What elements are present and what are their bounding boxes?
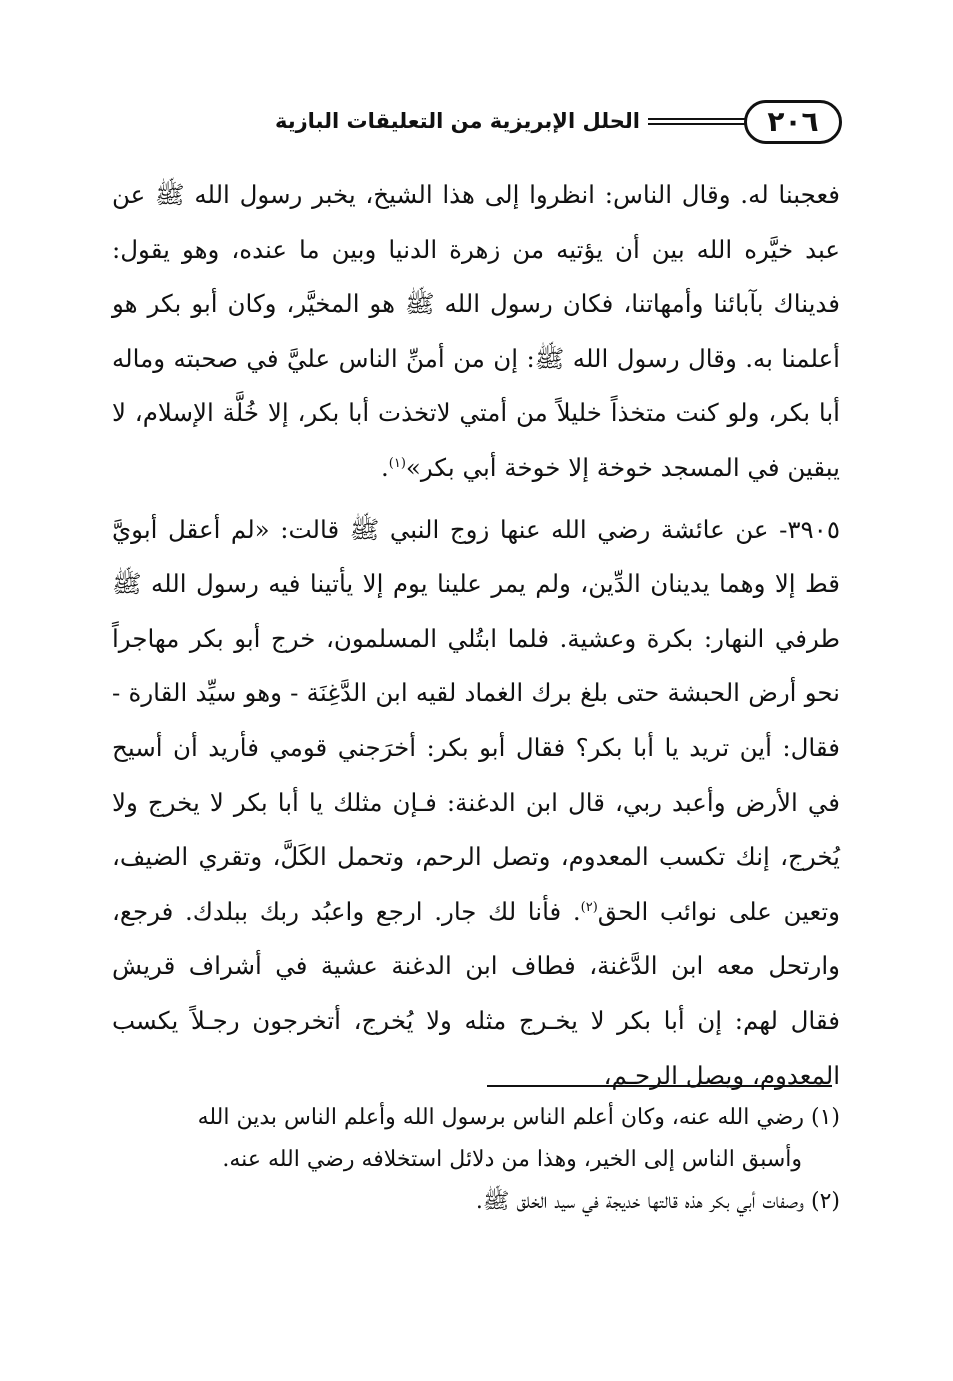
page-header	[110, 96, 842, 150]
main-text	[112, 168, 840, 1103]
footnote-1-continuation: وأسبق الناس إلى الخير، وهذا من دلائل استخلافه رضي الله عنه.	[222, 1147, 802, 1172]
footnotes	[112, 1097, 840, 1223]
footnote-1: (١) رضي الله عنه، وكان أعلم الناس برسول الله وأعلم الناس بدين الله	[197, 1105, 840, 1130]
footnote-separator	[487, 1085, 832, 1087]
header-double-rule	[648, 118, 746, 125]
running-title: الحلل الإبريزية من التعليقات البازية	[274, 109, 640, 133]
paragraph: فعجبنا له. وقال الناس: انظروا إلى هذا الشيخ، يخبر رسول الله ﷺ عن عبد خيَّره الله بين أن يؤتيه من زهرة الدنيا وبين ما عنده، وهو يقول: فديناك بآبائنا وأمهاتنا، فكان رسول الله ﷺ هو المخيَّر، وكان أبو بكر هو أعلمنا به. وقال رسول الله ﷺ: إن من أمنِّ الناس عليَّ في صحبته وماله أبا بكر، ولو كنت متخذاً خليلاً من أمتي لاتخذت أبا بكر، إلا خُلَّة الإسلام، لا يبقين في المسجد خوخة إلا خوخة أبي بكر»$^{(١)}$.	[112, 180, 840, 482]
paragraph-text: فعجبنا له. وقال الناس: انظروا إلى هذا الشيخ، يخبر رسول الله ﷺ عن عبد خيَّره الله بين أن يؤتيه من زهرة الدنيا وبين ما عنده، وهو يقول: فديناك بآبائنا وأمهاتنا، فكان رسول الله ﷺ هو المخيَّر، وكان أبو بكر هو أعلمنا به. وقال رسول الله ﷺ: إن من أمنِّ الناس عليَّ في صحبته وماله أبا بكر، ولو كنت متخذاً خليلاً من أمتي لاتخذت أبا بكر، إلا خُلَّة الإسلام، لا يبقين في المسجد خوخة إلا خوخة أبي بكر»	[112, 180, 840, 482]
page-number: ٢٠٦	[744, 100, 842, 144]
footnote-2: (٢) وصفات أبي بكر هذه قالتها خديجة في سيد الخلق ﷺ.	[475, 1189, 840, 1214]
paragraph	[112, 503, 840, 1104]
paragraph-text: ٣٩٠٥- عن عائشة رضي الله عنها زوج النبي ﷺ قالت: «لم أعقل أبويَّ قط إلا وهما يدينان الدِّين، ولم يمر علينا يوم إلا يأتينا فيه رسول الله ﷺ طرفي النهار: بكرة وعشية. فلما ابتُلي المسلمون، خرج أبو بكر مهاجراً نحو أرض الحبشة حتى بلغ برك الغماد لقيه ابن الدَّغِنَة - وهو سيِّد القارة - فقال: أين تريد يا أبا بكر؟ فقال أبو بكر: أخرَجني قومي فأريد أن أسيح في الأرض وأعبد ربي، قال ابن الدغنة: فـإن مثلك يا أبا بكر لا يخرج ولا يُخرج، إنك تكسب المعدوم، وتصل الرحم، وتحمل الكَلَّ، وتقري الضيف، وتعين على نوائب الحق	[112, 514, 840, 926]
footnote-marker: (٢)	[580, 899, 598, 915]
paragraph-text: . فأنا لك جار. ارجع واعبُد ربك ببلدك. فرجع، وارتحل معه ابن الدَّغنة، فطاف ابن الدغنة عشية في أشراف قريش فقال لهم: إن أبا بكر لا يخـرج مثله ولا يُخرج، أتخرجون رجـلاً يكسب المعدوم، ويصل الرحـم،	[112, 896, 840, 1090]
footnote-marker: (١)	[388, 455, 406, 471]
